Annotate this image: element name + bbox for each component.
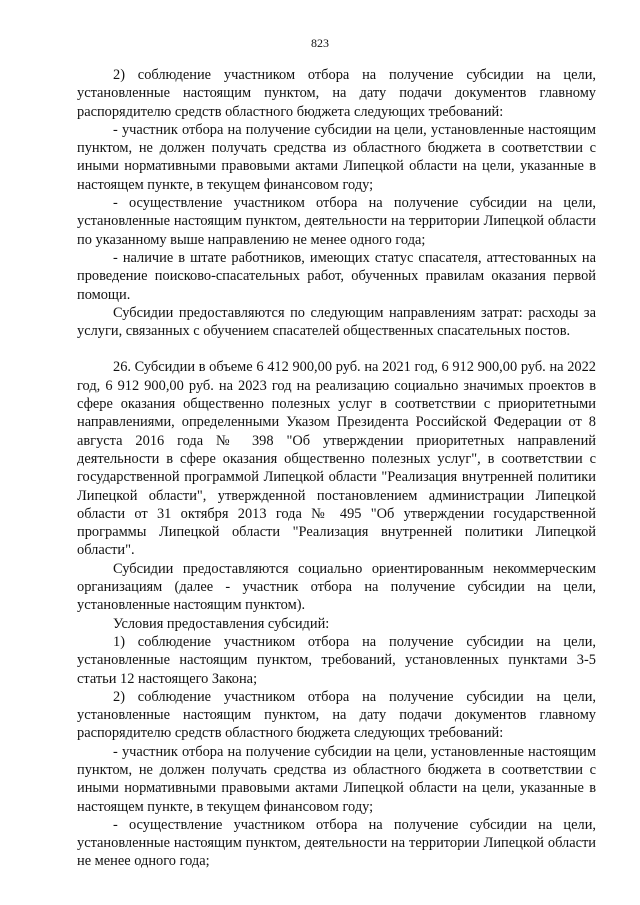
- paragraph: Субсидии предоставляются по следующим направлениям затрат: расходы за услуги, связанных с обучением спасателей общественных спасательных постов.: [77, 304, 596, 340]
- paragraph: Субсидии предоставляются социально ориентированным некоммерческим организациям (далее - участник отбора на получение субсидии на цели, установленные настоящим пунктом).: [77, 560, 596, 614]
- document-body: [77, 66, 596, 871]
- paragraph: - участник отбора на получение субсидии на цели, установленные настоящим пунктом, не должен получать средства из областного бюджета в соответствии с иными нормативными правовыми актами Липецкой области на цели, указанные в настоящем пункте, в текущем финансовом году;: [77, 743, 596, 815]
- paragraph: 2) соблюдение участником отбора на получение субсидии на цели, установленные настоящим пунктом, на дату подачи документов главному распорядителю средств областного бюджета следующих требований:: [77, 67, 596, 120]
- paragraph: 26. Субсидии в объеме 6 412 900,00 руб. на 2021 год, 6 912 900,00 руб. на 2022 год, 6 912 900,00 руб. на 2023 год на реализацию социально значимых проектов в сфере оказания общественно полезных услуг в соответствии с приоритетными направлениями, определенными Указом Президента Российской Федерации от 8 августа 2016 года № 398 "Об утверждении приоритетных направлений деятельности в сфере оказания общественно полезных услуг", в соответствии с государственной программой Липецкой области "Реализация внутренней политики Липецкой области", утвержденной постановлением администрации Липецкой области от 31 октября 2013 года № 495 "Об утверждении государственной программы Липецкой области "Реализация внутренней политики Липецкой области".: [77, 359, 596, 559]
- paragraph: - осуществление участником отбора на получение субсидии на цели, установленные настоящим пунктом, деятельности на территории Липецкой области не менее одного года;: [77, 816, 596, 870]
- paragraph: - осуществление участником отбора на получение субсидии на цели, установленные настоящим пунктом, деятельности на территории Липецкой области по указанному выше направлению не менее одного года;: [77, 195, 596, 248]
- paragraph: 1) соблюдение участником отбора на получение субсидии на цели, установленные настоящим пунктом, требований, установленных пунктами 3-5 статьи 12 настоящего Закона;: [77, 633, 596, 687]
- page-number: 823: [311, 36, 329, 50]
- paragraph: 2) соблюдение участником отбора на получение субсидии на цели, установленные настоящим пунктом, на дату подачи документов главному распорядителю средств областного бюджета следующих требований:: [77, 688, 596, 742]
- paragraph: - наличие в штате работников, имеющих статус спасателя, аттестованных на проведение поисково-спасательных работ, обученных правилам оказания первой помощи.: [77, 249, 596, 303]
- paragraph: - участник отбора на получение субсидии на цели, установленные настоящим пунктом, не должен получать средства из областного бюджета в соответствии с иными нормативными правовыми актами Липецкой области на цели, указанные в настоящем пункте, в текущем финансовом году;: [77, 121, 596, 193]
- paragraph: Условия предоставления субсидий:: [113, 615, 330, 632]
